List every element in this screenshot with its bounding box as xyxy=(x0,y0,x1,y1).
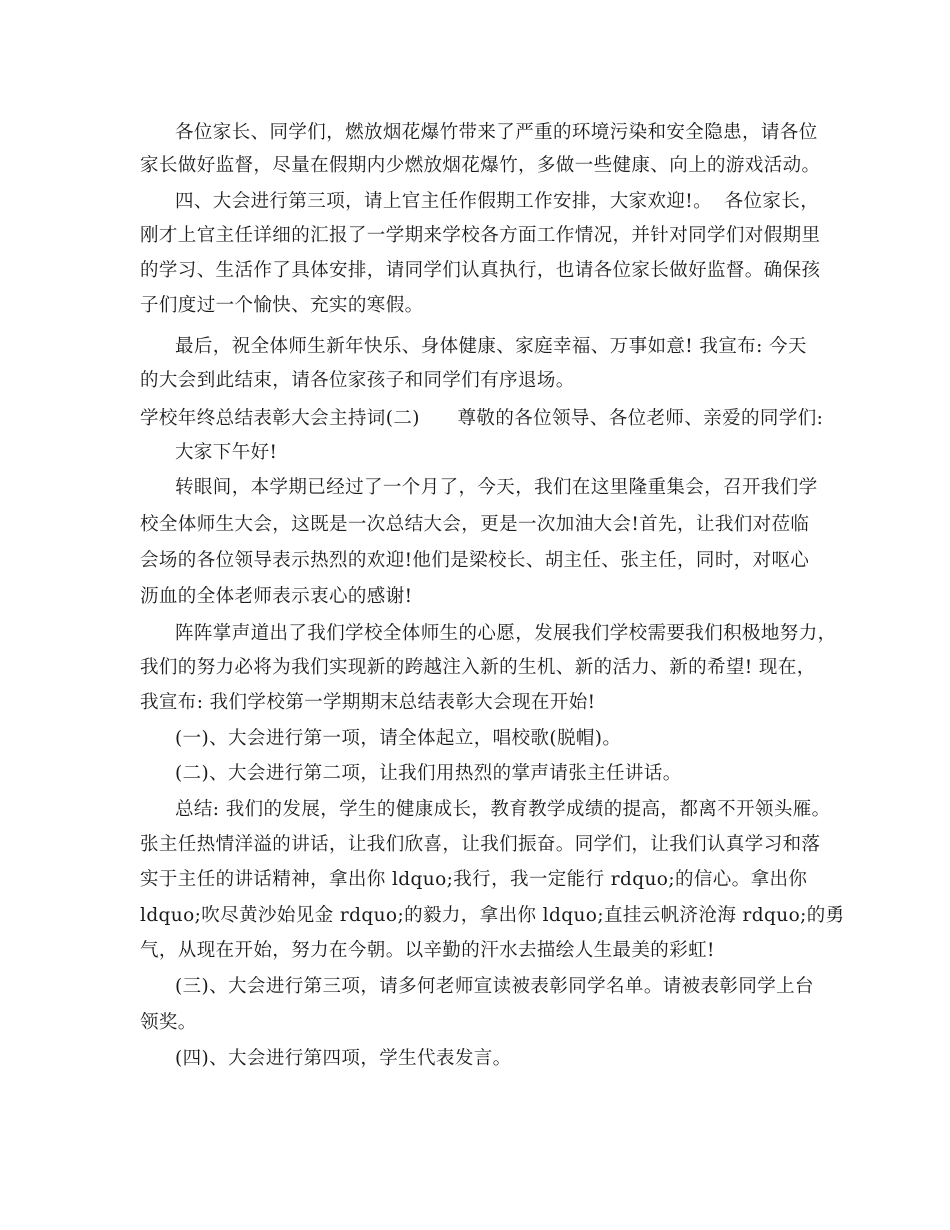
text-line: 各位家长、同学们，燃放烟花爆竹带来了严重的环境污染和安全隐患，请各位 xyxy=(175,122,818,143)
text-line: 我们的努力必将为我们实现新的跨越注入新的生机、新的活力、新的希望! 现在， xyxy=(140,657,816,678)
text-line: 沥血的全体老师表示衷心的感谢! xyxy=(140,586,413,607)
text-line: 气，从现在开始，努力在今朝。以辛勤的汗水去描绘人生最美的彩虹! xyxy=(140,940,715,961)
text-line: 会场的各位领导表示热烈的欢迎!他们是梁校长、胡主任、张主任，同时，对呕心 xyxy=(140,550,810,571)
text-line: 最后，祝全体师生新年快乐、身体健康、家庭幸福、万事如意! 我宣布: 今天 xyxy=(175,336,807,357)
text-line: 大家下午好! xyxy=(175,442,278,463)
text-line: 刚才上官主任详细的汇报了一学期来学校各方面工作情况，并针对同学们对假期里 xyxy=(140,225,821,246)
text-line: (三)、大会进行第三项，请多何老师宣读被表彰同学名单。请被表彰同学上台 xyxy=(175,976,814,997)
text-line: 领奖。 xyxy=(140,1012,197,1033)
text-line: 子们度过一个愉快、充实的寒假。 xyxy=(140,295,424,316)
section-heading: 学校年终总结表彰大会主持词(二) 尊敬的各位领导、各位老师、亲爱的同学们: xyxy=(140,408,824,429)
text-line: 阵阵掌声道出了我们学校全体师生的心愿，发展我们学校需要我们积极地努力， xyxy=(175,623,837,644)
text-line: (一)、大会进行第一项，请全体起立，唱校歌(脱帽)。 xyxy=(175,728,622,749)
text-line: 我宣布: 我们学校第一学期期末总结表彰大会现在开始! xyxy=(140,692,596,713)
text-line: 转眼间，本学期已经过了一个月了，今天，我们在这里隆重集会，召开我们学 xyxy=(175,477,818,498)
text-line: 的学习、生活作了具体安排，请同学们认真执行，也请各位家长做好监督。确保孩 xyxy=(140,260,821,281)
text-line: (二)、大会进行第二项，让我们用热烈的掌声请张主任讲话。 xyxy=(175,763,682,784)
text-line: 实于主任的讲话精神，拿出你 ldquo;我行，我一定能行 rdquo;的信心。拿出你 xyxy=(140,869,808,890)
text-line: (四)、大会进行第四项，学生代表发言。 xyxy=(175,1048,512,1069)
text-line: 总结: 我们的发展，学生的健康成长，教育教学成绩的提高，都离不开领头雁。 xyxy=(175,799,831,820)
text-line: ldquo;吹尽黄沙始见金 rdquo;的毅力，拿出你 ldquo;直挂云帆济沧海 rdquo;的勇 xyxy=(140,905,845,926)
text-line: 家长做好监督，尽量在假期内少燃放烟花爆竹，多做一些健康、向上的游戏活动。 xyxy=(140,155,821,176)
text-line: 四、大会进行第三项，请上官主任作假期工作安排，大家欢迎!。 各位家长， xyxy=(175,191,820,212)
text-line: 的大会到此结束，请各位家孩子和同学们有序退场。 xyxy=(140,370,575,391)
text-line: 张主任热情洋溢的讲话，让我们欣喜，让我们振奋。同学们，让我们认真学习和落 xyxy=(140,834,821,855)
text-line: 校全体师生大会，这既是一次总结大会，更是一次加油大会!首先，让我们对莅临 xyxy=(140,514,810,535)
